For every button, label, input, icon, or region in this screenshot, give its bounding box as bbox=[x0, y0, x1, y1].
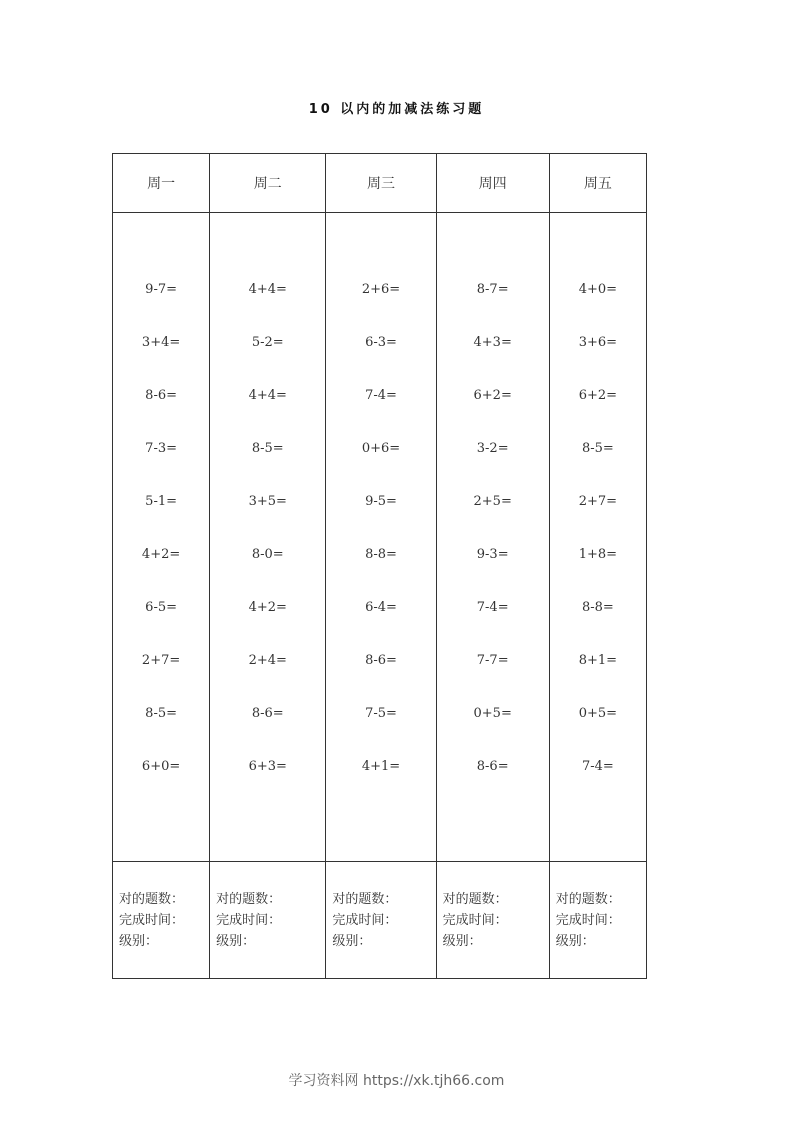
problem-item: 6+2= bbox=[578, 388, 618, 403]
footer-cell-tue bbox=[210, 862, 326, 979]
problem-item: 3+4= bbox=[141, 335, 181, 350]
footer-cell-thu bbox=[436, 862, 549, 979]
footer-cell-wed bbox=[326, 862, 436, 979]
problem-item: 6+0= bbox=[141, 759, 181, 774]
completion-time-label: 完成时间： bbox=[119, 912, 185, 928]
level-label: 级别： bbox=[332, 933, 372, 949]
problem-item: 8-8= bbox=[581, 600, 614, 615]
day-header-thu: 周四 bbox=[436, 154, 549, 213]
problem-item: 6-4= bbox=[365, 600, 397, 615]
header-row bbox=[113, 154, 647, 213]
problem-item: 3+5= bbox=[248, 494, 287, 509]
problem-item: 6+2= bbox=[473, 388, 512, 403]
problems-row bbox=[113, 213, 647, 862]
problem-item: 2+7= bbox=[141, 653, 181, 668]
correct-count-label: 对的题数： bbox=[216, 891, 282, 907]
problem-item: 3+6= bbox=[578, 335, 618, 350]
problem-item: 2+5= bbox=[473, 494, 512, 509]
problem-column-tue bbox=[210, 213, 326, 862]
problem-item: 4+4= bbox=[248, 282, 287, 297]
problem-item: 5-2= bbox=[251, 335, 284, 350]
problem-item: 7-4= bbox=[476, 600, 509, 615]
problem-item: 6-3= bbox=[365, 335, 397, 350]
level-label: 级别： bbox=[119, 933, 159, 949]
problem-item: 8-6= bbox=[145, 388, 177, 403]
footer-cell-mon bbox=[113, 862, 210, 979]
problem-item: 7-4= bbox=[365, 388, 397, 403]
problem-item: 9-5= bbox=[365, 494, 397, 509]
problem-item: 7-7= bbox=[476, 653, 509, 668]
watermark-text: 学习资料网 https://xk.tjh66.com bbox=[288, 1073, 505, 1089]
footer-row bbox=[113, 862, 647, 979]
problem-item: 8-5= bbox=[251, 441, 284, 456]
completion-time-label: 完成时间： bbox=[555, 912, 621, 928]
problem-item: 4+2= bbox=[141, 547, 181, 562]
problem-item: 4+1= bbox=[361, 759, 401, 774]
problem-column-fri bbox=[549, 213, 646, 862]
problem-item: 8-5= bbox=[581, 441, 614, 456]
correct-count-label: 对的题数： bbox=[119, 891, 185, 907]
correct-count-label: 对的题数： bbox=[555, 891, 621, 907]
correct-count-label: 对的题数： bbox=[332, 891, 398, 907]
day-header-fri: 周五 bbox=[549, 154, 646, 213]
problem-item: 1+8= bbox=[578, 547, 618, 562]
problem-item: 2+4= bbox=[248, 653, 287, 668]
footer-cell-fri bbox=[549, 862, 646, 979]
problem-item: 9-3= bbox=[476, 547, 509, 562]
page-title: 10 以内的加减法练习题 bbox=[308, 102, 485, 117]
problem-column-wed bbox=[326, 213, 436, 862]
completion-time-label: 完成时间： bbox=[332, 912, 398, 928]
problem-item: 4+0= bbox=[578, 282, 618, 297]
problem-item: 8+1= bbox=[578, 653, 618, 668]
completion-time-label: 完成时间： bbox=[442, 912, 508, 928]
problem-item: 8-7= bbox=[476, 282, 509, 297]
problem-item: 8-6= bbox=[365, 653, 397, 668]
problem-item: 8-6= bbox=[251, 706, 284, 721]
problem-column-thu bbox=[436, 213, 549, 862]
problem-item: 2+7= bbox=[578, 494, 618, 509]
problem-item: 0+5= bbox=[473, 706, 512, 721]
problem-item: 0+6= bbox=[361, 441, 401, 456]
level-label: 级别： bbox=[216, 933, 256, 949]
problem-item: 3-2= bbox=[476, 441, 509, 456]
problem-item: 8-8= bbox=[365, 547, 397, 562]
problem-item: 9-7= bbox=[145, 282, 177, 297]
problem-item: 8-5= bbox=[145, 706, 177, 721]
day-header-wed: 周三 bbox=[326, 154, 436, 213]
problem-item: 4+4= bbox=[248, 388, 287, 403]
problem-column-mon bbox=[113, 213, 210, 862]
correct-count-label: 对的题数： bbox=[442, 891, 508, 907]
level-label: 级别： bbox=[442, 933, 482, 949]
problem-item: 8-0= bbox=[251, 547, 284, 562]
problem-item: 7-3= bbox=[145, 441, 177, 456]
problem-item: 5-1= bbox=[145, 494, 177, 509]
problem-item: 6+3= bbox=[248, 759, 287, 774]
problem-item: 4+3= bbox=[473, 335, 512, 350]
problem-item: 7-4= bbox=[581, 759, 614, 774]
problem-item: 4+2= bbox=[248, 600, 287, 615]
problem-item: 2+6= bbox=[361, 282, 401, 297]
completion-time-label: 完成时间： bbox=[216, 912, 282, 928]
problem-item: 6-5= bbox=[145, 600, 177, 615]
level-label: 级别： bbox=[555, 933, 595, 949]
problem-item: 7-5= bbox=[365, 706, 397, 721]
day-header-tue: 周二 bbox=[210, 154, 326, 213]
problem-item: 0+5= bbox=[578, 706, 618, 721]
day-header-mon: 周一 bbox=[113, 154, 210, 213]
problem-item: 8-6= bbox=[476, 759, 509, 774]
practice-table bbox=[112, 153, 647, 979]
